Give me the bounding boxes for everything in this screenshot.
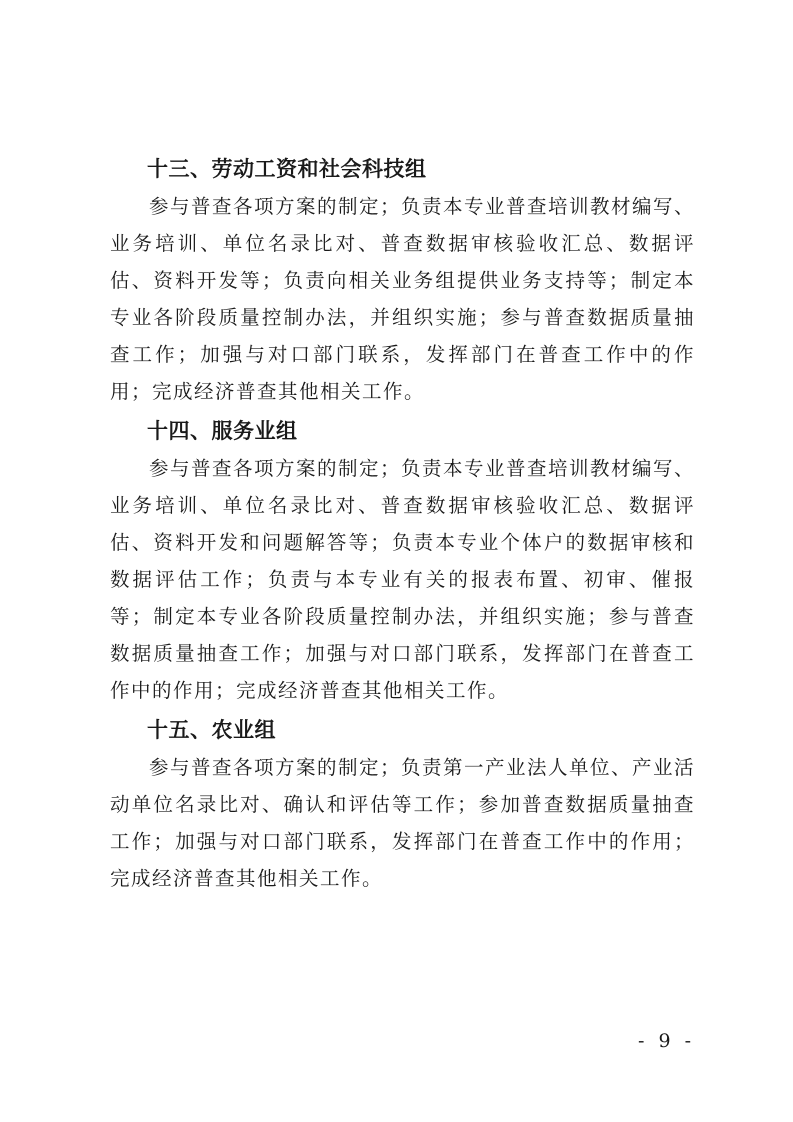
section-labor-wage-social-tech [110, 150, 695, 410]
section-agriculture [110, 711, 695, 897]
section-heading: 十五、农业组 [147, 718, 276, 742]
section-service-industry [110, 412, 695, 709]
section-paragraph: 参与普查各项方案的制定；负责第一产业法人单位、产业活动单位名录比对、确认和评估等工作；参加普查数据质量抽查工作；加强与对口部门联系，发挥部门在普查工作中的作用；完成经济普查其他相关工作。 [110, 756, 696, 890]
section-paragraph: 参与普查各项方案的制定；负责本专业普查培训教材编写、业务培训、单位名录比对、普查数据审核验收汇总、数据评估、资料开发等；负责向相关业务组提供业务支持等；制定本专业各阶段质量控制办法，并组织实施；参与普查数据质量抽查工作；加强与对口部门联系，发挥部门在普查工作中的作用；完成经济普查其他相关工作。 [110, 195, 696, 403]
section-heading: 十三、劳动工资和社会科技组 [147, 157, 427, 181]
section-paragraph: 参与普查各项方案的制定；负责本专业普查培训教材编写、业务培训、单位名录比对、普查数据审核验收汇总、数据评估、资料开发和问题解答等；负责本专业个体户的数据审核和数据评估工作；负责与本专业有关的报表布置、初审、催报等；制定本专业各阶段质量控制办法，并组织实施；参与普查数据质量抽查工作；加强与对口部门联系，发挥部门在普查工作中的作用；完成经济普查其他相关工作。 [110, 457, 696, 702]
document-content [110, 150, 695, 899]
section-heading: 十四、服务业组 [147, 419, 298, 443]
page-number: - 9 - [637, 1030, 695, 1052]
